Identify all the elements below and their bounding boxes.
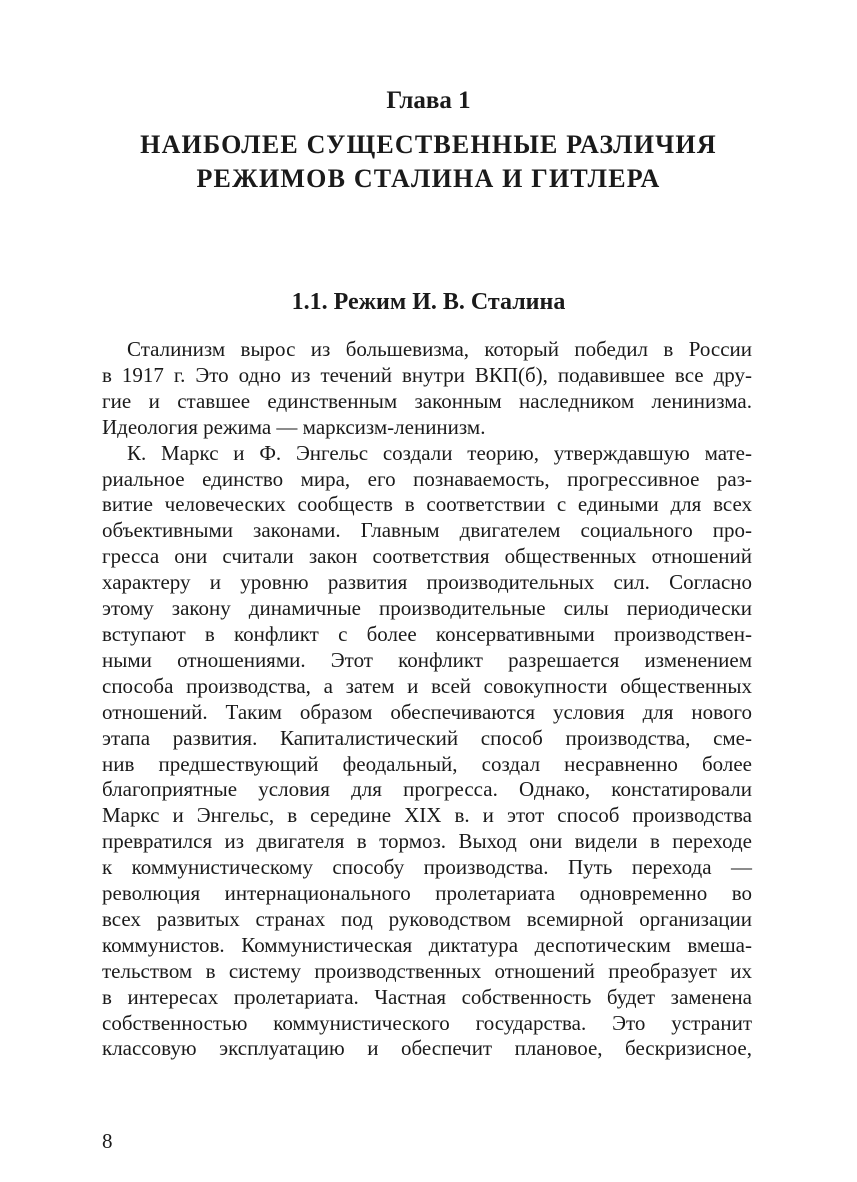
text-line: этому закону динамичные производительные силы периодически <box>102 596 752 621</box>
text-line: Сталинизм вырос из большевизма, который победил в России <box>127 337 752 361</box>
text-line: в интересах пролетариата. Частная собственность будет заменена <box>102 984 752 1009</box>
text-line: классовую эксплуатацию и обеспечит плановое, бескризисное, <box>102 1036 752 1061</box>
body-text <box>102 337 752 1062</box>
paragraph <box>102 441 752 1063</box>
chapter-title-line: РЕЖИМОВ СТАЛИНА И ГИТЛЕРА <box>196 164 661 193</box>
text-line: Маркс и Энгельс, в середине XIX в. и этот способ производства <box>102 803 752 828</box>
text-line: всех развитых странах под руководством всемирной организации <box>102 906 752 931</box>
text-line: отношений. Таким образом обеспечиваются условия для нового <box>102 699 752 724</box>
text-line: гресса они считали закон соответствия общественных отношений <box>102 544 752 569</box>
chapter-title-line: НАИБОЛЕЕ СУЩЕСТВЕННЫЕ РАЗЛИЧИЯ <box>140 130 717 159</box>
chapter-title <box>60 128 797 196</box>
text-line: гие и ставшее единственным законным наследником ленинизма. <box>102 388 752 413</box>
text-line: риальное единство мира, его познаваемость, прогрессивное раз- <box>102 466 752 491</box>
text-line: тельством в систему производственных отношений преобразует их <box>102 958 752 983</box>
text-line: к коммунистическому способу производства. Путь перехода — <box>102 855 752 880</box>
text-line: превратился из двигателя в тормоз. Выход они видели в переходе <box>102 829 752 854</box>
text-line: коммунистов. Коммунистическая диктатура деспотическим вмеша- <box>102 932 752 957</box>
text-line: ными отношениями. Этот конфликт разрешается изменением <box>102 647 752 672</box>
paragraph <box>102 337 752 441</box>
text-line: вступают в конфликт с более консервативными производствен- <box>102 621 752 646</box>
text-line: собственностью коммунистического государства. Это устранит <box>102 1010 752 1035</box>
text-line: характеру и уровню развития производительных сил. Согласно <box>102 570 752 595</box>
text-line: объективными законами. Главным двигателем социального про- <box>102 518 752 543</box>
text-line: витие человеческих сообществ в соответствии с едиными для всех <box>102 492 752 517</box>
text-line: этапа развития. Капиталистический способ производства, сме- <box>102 725 752 750</box>
section-title: 1.1. Режим И. В. Сталина <box>291 289 566 315</box>
text-line: нив предшествующий феодальный, создал несравненно более <box>102 751 752 776</box>
text-line: революция интернационального пролетариата одновременно во <box>102 881 752 906</box>
text-line: в 1917 г. Это одно из течений внутри ВКП(б), подавившее все дру- <box>102 362 752 387</box>
text-line: К. Маркс и Ф. Энгельс создали теорию, утверждавшую мате- <box>127 440 752 465</box>
text-line: способа производства, а затем и всей совокупности общественных <box>102 673 752 698</box>
text-line: благоприятные условия для прогресса. Однако, констатировали <box>102 777 752 802</box>
text-line: Идеология режима — марксизм-ленинизм. <box>102 414 486 439</box>
chapter-label: Глава 1 <box>386 87 471 114</box>
page-number: 8 <box>102 1129 113 1153</box>
